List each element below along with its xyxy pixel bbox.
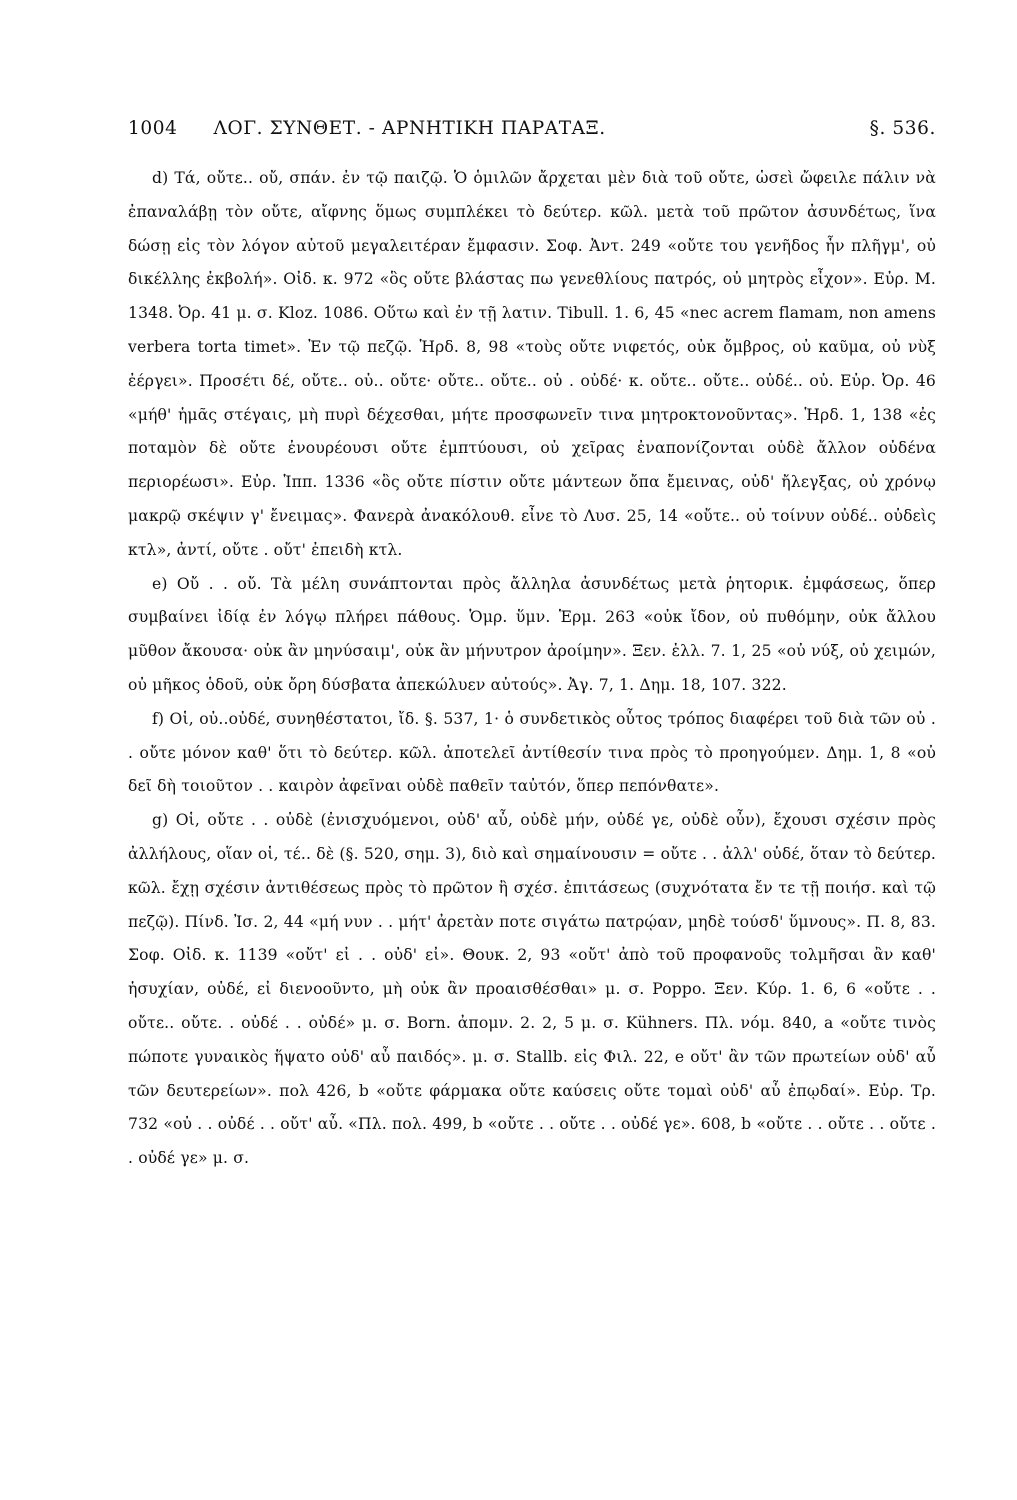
section-number: §. 536. <box>869 118 936 139</box>
page-number: 1004 <box>128 118 178 139</box>
running-header <box>128 118 936 156</box>
book-page <box>128 118 936 1458</box>
running-title: ΛΟΓ. ΣΥΝΘΕΤ. - ΑΡΝΗΤΙΚΗ ΠΑΡΑΤΑΞ. <box>213 118 606 139</box>
paragraph-d: d) Τά, οὔτε.. οὔ, σπάν. ἐν τῷ παιζῷ. Ὁ ὁμιλῶν ἄρχεται μὲν διὰ τοῦ οὔτε, ὡσεὶ ὤφειλε πάλιν νὰ ἐπαναλάβῃ τὸν οὔτε, αἴφνης ὅμως συμπλέκει τὸ δεύτερ. κῶλ. μετὰ τοῦ πρῶτον ἀσυνδέτως, ἵνα δώσῃ εἰς τὸν λόγον αὐτοῦ μεγαλειτέραν ἔμφασιν. Σοφ. Ἀντ. 249 «οὔτε του γενῆδος ἦν πλῆγμ', οὐ δικέλλης ἐκβολή». Οἰδ. κ. 972 «ὃς οὔτε βλάστας πω γενεθλίους πατρός, οὐ μητρὸς εἶχον». Εὐρ. Μ. 1348. Ὀρ. 41 μ. σ. Kloz. 1086. Οὕτω καὶ ἐν τῇ λατιν. Tibull. 1. 6, 45 «nec acrem flamam, non amens verbera torta timet». Ἐν τῷ πεζῷ. Ἡρδ. 8, 98 «τοὺς οὔτε νιφετός, οὐκ ὄμβρος, οὐ καῦμα, οὐ νὺξ ἐέργει». Προσέτι δέ, οὔτε.. οὐ.. οὔτε· οὔτε.. οὔτε.. οὐ . οὐδέ· κ. οὔτε.. οὔτε.. οὐδέ.. οὐ. Εὐρ. Ὀρ. 46 «μήθ' ἡμᾶς στέγαις, μὴ πυρὶ δέχεσθαι, μήτε προσφωνεῖν τινα μητροκτονοῦντας». Ἡρδ. 1, 138 «ἐς ποταμὸν δὲ οὔτε ἐνουρέουσι οὔτε ἐμπτύουσι, οὐ χεῖρας ἐναπονίζονται οὐδὲ ἄλλον οὐδένα περιορέωσι». Εὐρ. Ἱππ. 1336 «ὃς οὔτε πίστιν οὔτε μάντεων ὄπα ἔμεινας, οὐδ' ἤλεγξας, οὐ χρόνῳ μακρῷ σκέψιν γ' ἔνειμας». Φανερὰ ἀνακόλουθ. εἶνε τὸ Λυσ. 25, 14 «οὔτε.. οὐ τοίνυν οὐδέ.. οὐδεὶς κτλ», ἀντί, οὔτε . οὔτ' ἐπειδὴ κτλ. <box>128 169 936 559</box>
paragraph-g: g) Οἱ, οὔτε . . οὐδὲ (ἐνισχυόμενοι, οὐδ' αὖ, οὐδὲ μήν, οὐδέ γε, οὐδὲ οὖν), ἔχουσι σχέσιν πρὸς ἀλλήλους, οἵαν οἱ, τέ.. δὲ (§. 520, σημ. 3), διὸ καὶ σημαίνουσιν = οὔτε . . ἀλλ' οὐδέ, ὅταν τὸ δεύτερ. κῶλ. ἔχῃ σχέσιν ἀντιθέσεως πρὸς τὸ πρῶτον ἢ σχέσ. ἐπιτάσεως (συχνότατα ἔν τε τῇ ποιήσ. καὶ τῷ πεζῷ). Πίνδ. Ἰσ. 2, 44 «μή νυν . . μήτ' ἀρετὰν ποτε σιγάτω πατρῴαν, μηδὲ τούσδ' ὕμνους». Π. 8, 83. Σοφ. Οἰδ. κ. 1139 «οὔτ' εἰ . . οὐδ' εἰ». Θουκ. 2, 93 «οὔτ' ἀπὸ τοῦ προφανοῦς τολμῆσαι ἂν καθ' ἡσυχίαν, οὐδέ, εἰ διενοοῦντο, μὴ οὐκ ἂν προαισθέσθαι» μ. σ. Poppo. Ξεν. Κύρ. 1. 6, 6 «οὔτε . . οὔτε.. οὔτε. . οὐδέ . . οὐδέ» μ. σ. Born. ἀπομν. 2. 2, 5 μ. σ. Kühners. Πλ. νόμ. 840, a «οὔτε τινὸς πώποτε γυναικὸς ἥψατο οὐδ' αὖ παιδός». μ. σ. Stallb. εἰς Φιλ. 22, e οὔτ' ἂν τῶν πρωτείων οὐδ' αὖ τῶν δευτερείων». πολ 426, b «οὔτε φάρμακα οὔτε καύσεις οὔτε τομαὶ οὐδ' αὖ ἐπῳδαί». Εὐρ. Τρ. 732 «οὐ . . οὐδέ . . οὔτ' αὖ. «Πλ. πολ. 499, b «οὔτε . . οὔτε . . οὐδέ γε». 608, b «οὔτε . . οὔτε . . οὔτε . . οὐδέ γε» μ. σ. <box>128 811 936 1168</box>
page-body <box>128 162 936 1176</box>
paragraph-e: e) Οὔ . . οὔ. Τὰ μέλη συνάπτονται πρὸς ἄλληλα ἀσυνδέτως μετὰ ῥητορικ. ἐμφάσεως, ὅπερ συμβαίνει ἰδίᾳ ἐν λόγῳ πλήρει πάθους. Ὁμρ. ὕμν. Ἑρμ. 263 «οὐκ ἴδον, οὐ πυθόμην, οὐκ ἄλλου μῦθον ἄκουσα· οὐκ ἂν μηνύσαιμ', οὐκ ἂν μήνυτρον ἀροίμην». Ξεν. ἑλλ. 7. 1, 25 «οὐ νύξ, οὐ χειμών, οὐ μῆκος ὁδοῦ, οὐκ ὄρη δύσβατα ἀπεκώλυεν αὐτούς». Ἀγ. 7, 1. Δημ. 18, 107. 322. <box>128 574 936 694</box>
paragraph-f: f) Οἱ, οὐ..οὐδέ, συνηθέστατοι, ἴδ. §. 537, 1· ὁ συνδετικὸς οὗτος τρόπος διαφέρει τοῦ διὰ τῶν οὐ . . οὔτε μόνον καθ' ὅτι τὸ δεύτερ. κῶλ. ἀποτελεῖ ἀντίθεσίν τινα πρὸς τὸ προηγούμεν. Δημ. 1, 8 «οὐ δεῖ δὴ τοιοῦτον . . καιρὸν ἀφεῖναι οὐδὲ παθεῖν ταὐτόν, ὅπερ πεπόνθατε». <box>128 709 936 796</box>
